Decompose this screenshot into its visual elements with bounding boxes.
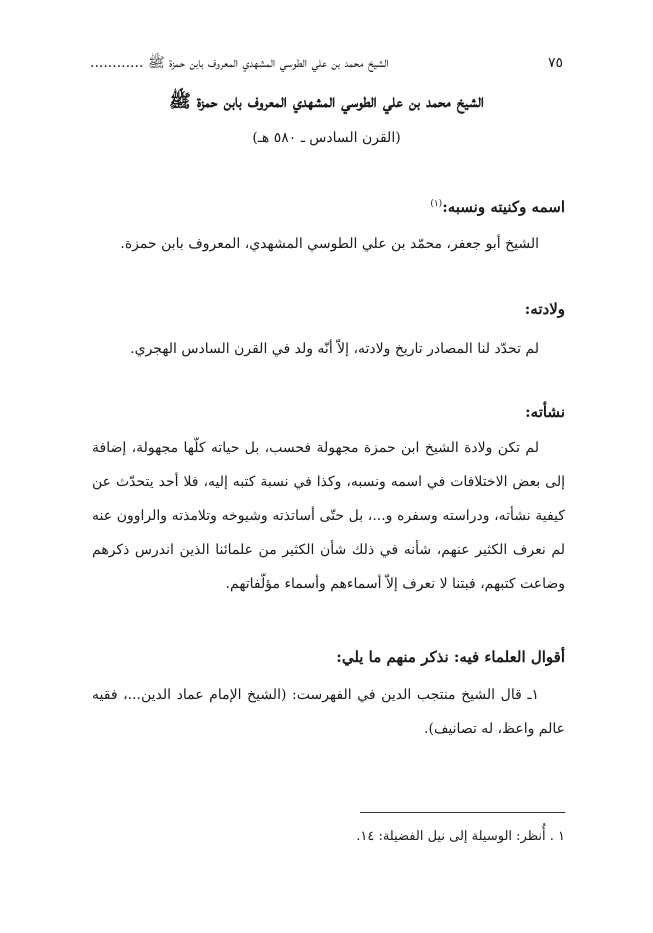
section-paragraph-birth-text: لم تحدّد لنا المصادر تاريخ ولادته، إلاّ أنّه ولد في القرن السادس الهجري. xyxy=(130,341,539,357)
section-heading-scholars: أقوال العلماء فيه: نذكر منهم ما يلي: xyxy=(336,648,565,666)
footnote: ١ . أُنظر: الوسيلة إلى نيل الفضيلة: ١٤. xyxy=(356,829,565,844)
section-heading-upbringing: نشأته: xyxy=(525,403,565,421)
section-paragraph-upbringing-text: لم تكن ولادة الشيخ ابن حمزة مجهولة فحسب، بل حياته كلّها مجهولة، إضافة إلى بعض الاختلافات في اسمه ونسبه، وكذا في نسبة كتبه إليه، فلا أحد يتحدّث عن كيفية نشأته، ودراسته وسفره و...، بل حتّى أساتذته وشيوخه وتلامذته والراوون عنه لم نعرف الكثير عنهم، شأنه في ذلك شأن الكثير من علمائنا الذين اندرس ذكرهم وضاعت كتبهم، فبتنا لا نعرف إلاّ أسماءهم وأسماء مؤلّفاتهم. xyxy=(92,440,565,592)
chapter-subtitle: (القرن السادس ـ ٥٨٠ هـ) xyxy=(252,130,401,146)
section-heading-name-text: اسمه وكنيته ونسبه: xyxy=(442,198,565,216)
section-paragraph-name xyxy=(92,229,565,259)
footnote-marker: (١) xyxy=(430,199,443,209)
section-paragraph-birth xyxy=(92,334,565,364)
running-header xyxy=(90,52,563,74)
section-paragraph-name-text: الشيخ أبو جعفر، محمّد بن علي الطوسي المشهدي، المعروف بابن حمزة. xyxy=(120,236,539,252)
page-number: ٧٥ xyxy=(547,55,563,71)
section-paragraph-scholars xyxy=(92,678,565,746)
running-title: الشيخ محمد بن علي الطوسي المشهدي المعروف بابن حمزة ﷺ ............ xyxy=(90,55,389,71)
footnote-divider xyxy=(360,812,565,813)
section-paragraph-upbringing xyxy=(92,431,565,601)
chapter-title: الشيخ محمد بن علي الطوسي المشهدي المعروف بابن حمزة ﷺ xyxy=(169,91,484,112)
section-heading-name xyxy=(430,192,565,219)
section-heading-birth: ولادته: xyxy=(524,300,565,318)
section-paragraph-scholars-text: ١ـ قال الشيخ منتجب الدين في الفهرست: (الشيخ الإمام عماد الدين...، فقيه عالم واعظ، له تصانيف). xyxy=(92,687,565,737)
